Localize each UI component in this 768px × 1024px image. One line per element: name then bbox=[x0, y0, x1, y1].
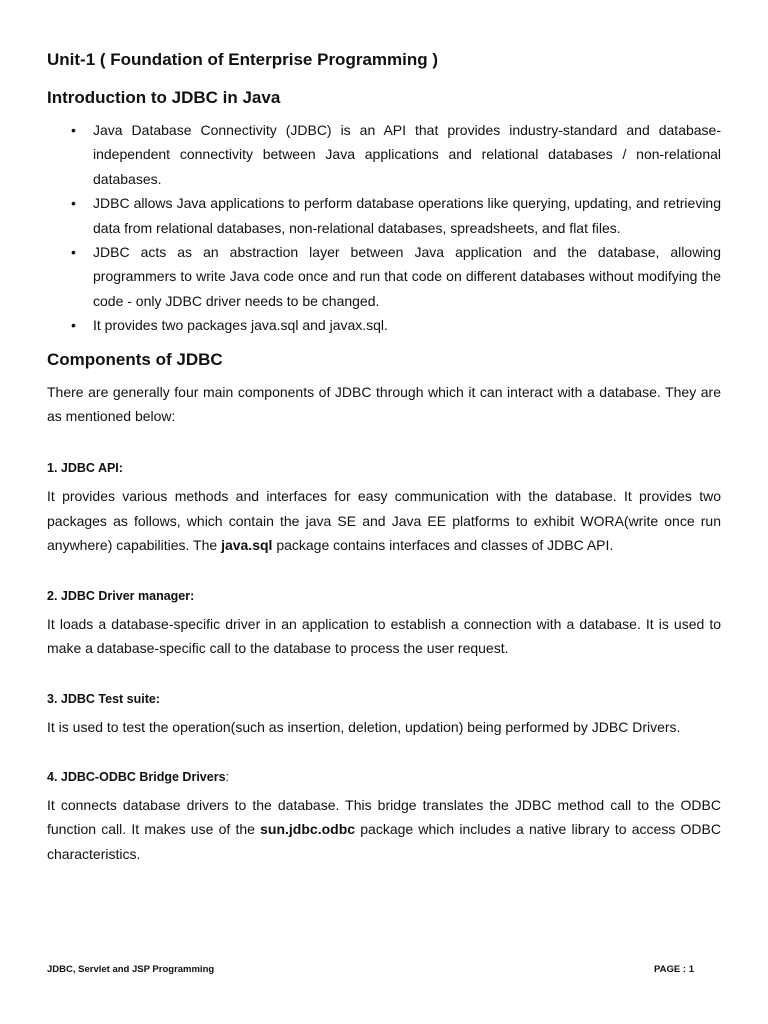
intro-bullet: • It provides two packages java.sql and javax.sql. bbox=[93, 313, 721, 337]
intro-bullet: • JDBC allows Java applications to perform database operations like querying, updating, and retrieving data from relational databases, non-relational databases, spreadsheets, and flat files. bbox=[93, 191, 721, 240]
component-4-text bbox=[47, 793, 721, 866]
page-footer bbox=[47, 964, 694, 975]
component-1-text bbox=[47, 484, 721, 557]
component-2-text: It loads a database-specific driver in an application to establish a connection with a database. It is used to make a database-specific call to the database to process the user request. bbox=[47, 615, 721, 657]
component-1-text-a: It provides various methods and interfaces for easy communication with the database. It provides two packages as follows, which contain the java SE and Java EE platforms to exhibit WORA(write once run anywhere) capabilities. The bbox=[47, 488, 721, 554]
component-4-package: sun.jdbc.odbc bbox=[260, 821, 356, 838]
intro-bullet-list bbox=[47, 118, 721, 338]
component-1-text-b: package contains interfaces and classes of JDBC API. bbox=[272, 537, 614, 554]
component-3-title: 3. JDBC Test suite: bbox=[47, 691, 160, 706]
component-4-title bbox=[47, 767, 721, 787]
component-2-title: 2. JDBC Driver manager: bbox=[47, 588, 195, 603]
component-4-title-colon: : bbox=[225, 769, 229, 784]
footer-page-number: PAGE : 1 bbox=[654, 964, 694, 975]
footer-left-text: JDBC, Servlet and JSP Programming bbox=[47, 964, 215, 975]
component-1-title: 1. JDBC API: bbox=[47, 461, 123, 476]
unit-title: Unit-1 ( Foundation of Enterprise Programming ) bbox=[47, 50, 438, 69]
component-3-text: It is used to test the operation(such as insertion, deletion, updation) being performed by JDBC Drivers. bbox=[47, 718, 681, 735]
components-heading: Components of JDBC bbox=[47, 349, 223, 369]
intro-bullet: • JDBC acts as an abstraction layer between Java application and the database, allowing programmers to write Java code once and run that code on different databases without modifying the code - only JDBC driver needs to be changed. bbox=[93, 240, 721, 313]
component-1-package: java.sql bbox=[221, 537, 273, 554]
components-intro: There are generally four main components of JDBC through which it can interact with a database. They are as mentioned below: bbox=[47, 383, 721, 425]
component-4-text-a: It connects database drivers to the database. This bridge translates the JDBC method call to the ODBC function call. It makes use of the bbox=[47, 796, 721, 838]
intro-bullet: • Java Database Connectivity (JDBC) is an API that provides industry-standard and database-independent connectivity between Java applications and relational databases / non-relational databases. bbox=[93, 118, 721, 191]
component-4-text-b: package which includes a native library to access ODBC characteristics. bbox=[47, 821, 721, 862]
intro-heading: Introduction to JDBC in Java bbox=[47, 88, 281, 107]
component-4-title-text: 4. JDBC-ODBC Bridge Drivers bbox=[47, 769, 226, 784]
